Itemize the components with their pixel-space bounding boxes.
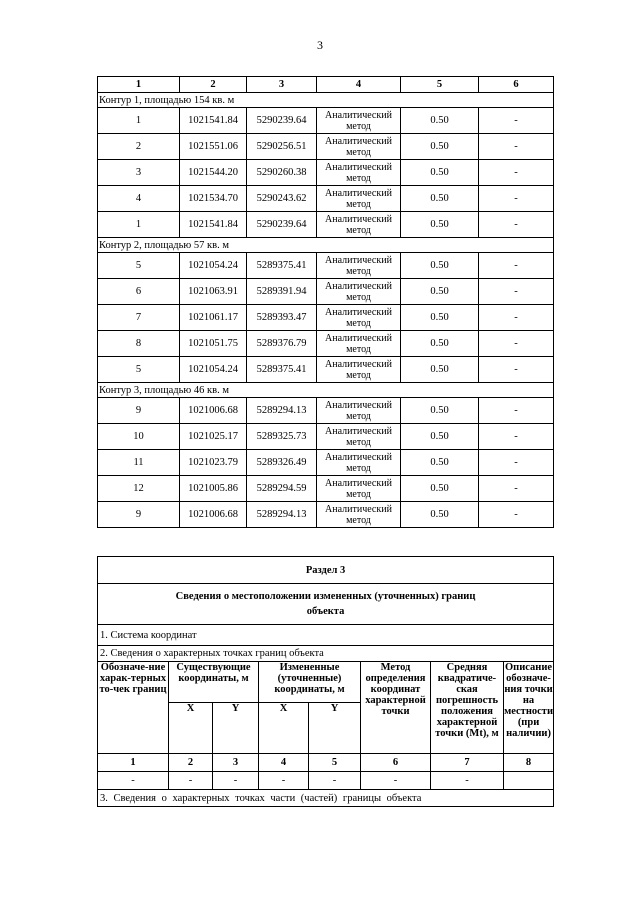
- table-row: [98, 108, 554, 134]
- y-coordinate: 5289393.47: [247, 305, 317, 331]
- description: -: [479, 253, 554, 279]
- y-coordinate: 5289375.41: [247, 253, 317, 279]
- table-row: [98, 331, 554, 357]
- column-header: 1: [98, 77, 180, 93]
- col-number: 5: [309, 754, 361, 772]
- part-boundary-points-label: 3. Сведения о характерных точках части (частей) границы объекта: [98, 790, 554, 807]
- coordinates-table: [97, 76, 554, 528]
- method: Аналитический метод: [317, 305, 401, 331]
- description: -: [479, 212, 554, 238]
- x-coordinate: 1021023.79: [180, 450, 247, 476]
- point-number: 9: [98, 502, 180, 528]
- header-existing-coords: Существующие координаты, м: [169, 662, 259, 703]
- y-coordinate: 5290243.62: [247, 186, 317, 212]
- point-number: 10: [98, 424, 180, 450]
- mt-value: 0.50: [401, 108, 479, 134]
- y-coordinate: 5289294.13: [247, 398, 317, 424]
- coordinate-system-label: 1. Система координат: [98, 625, 554, 646]
- point-number: 3: [98, 160, 180, 186]
- description: -: [479, 160, 554, 186]
- method: Аналитический метод: [317, 331, 401, 357]
- point-number: 4: [98, 186, 180, 212]
- y-coordinate: 5289326.49: [247, 450, 317, 476]
- method: Аналитический метод: [317, 398, 401, 424]
- description: -: [479, 305, 554, 331]
- method: Аналитический метод: [317, 502, 401, 528]
- table-row: [98, 424, 554, 450]
- mt-value: 0.50: [401, 305, 479, 331]
- col-number: 3: [213, 754, 259, 772]
- point-number: 7: [98, 305, 180, 331]
- header-description: Описание обозначе-ния точки на местности (при наличии): [504, 662, 554, 754]
- point-number: 6: [98, 279, 180, 305]
- y-coordinate: 5290260.38: [247, 160, 317, 186]
- y-coordinate: 5290256.51: [247, 134, 317, 160]
- table-row: [98, 305, 554, 331]
- header-changed-coords: Измененные (уточненные) координаты, м: [259, 662, 361, 703]
- description: -: [479, 279, 554, 305]
- header-x-existing: X: [169, 703, 213, 754]
- empty-cell: -: [361, 772, 431, 790]
- table-row: [98, 212, 554, 238]
- empty-cell: -: [431, 772, 504, 790]
- table-row: [98, 160, 554, 186]
- point-number: 12: [98, 476, 180, 502]
- mt-value: 0.50: [401, 253, 479, 279]
- column-header: 5: [401, 77, 479, 93]
- method: Аналитический метод: [317, 134, 401, 160]
- header-y-changed: Y: [309, 703, 361, 754]
- table-row: [98, 186, 554, 212]
- x-coordinate: 1021006.68: [180, 398, 247, 424]
- description: -: [479, 450, 554, 476]
- point-number: 8: [98, 331, 180, 357]
- table-row: [98, 450, 554, 476]
- x-coordinate: 1021061.17: [180, 305, 247, 331]
- method: Аналитический метод: [317, 357, 401, 383]
- table-row: [98, 279, 554, 305]
- mt-value: 0.50: [401, 212, 479, 238]
- col-number: 4: [259, 754, 309, 772]
- mt-value: 0.50: [401, 476, 479, 502]
- section-title: Раздел 3: [98, 557, 554, 584]
- method: Аналитический метод: [317, 279, 401, 305]
- point-number: 5: [98, 253, 180, 279]
- description: -: [479, 424, 554, 450]
- empty-cell: -: [169, 772, 213, 790]
- x-coordinate: 1021005.86: [180, 476, 247, 502]
- x-coordinate: 1021051.75: [180, 331, 247, 357]
- boundary-points-label: 2. Сведения о характерных точках границ объекта: [98, 646, 554, 662]
- header-point-designation: Обозначе-ние харак-терных то-чек границ: [98, 662, 169, 754]
- description: -: [479, 186, 554, 212]
- header-method: Метод определения координат характерной точки: [361, 662, 431, 754]
- x-coordinate: 1021534.70: [180, 186, 247, 212]
- y-coordinate: 5289376.79: [247, 331, 317, 357]
- page-number: 3: [317, 38, 323, 52]
- x-coordinate: 1021025.17: [180, 424, 247, 450]
- point-number: 1: [98, 212, 180, 238]
- table-row: [98, 502, 554, 528]
- description: -: [479, 476, 554, 502]
- empty-cell: -: [309, 772, 361, 790]
- x-coordinate: 1021551.06: [180, 134, 247, 160]
- column-header: 2: [180, 77, 247, 93]
- col-number: 8: [504, 754, 554, 772]
- description: -: [479, 398, 554, 424]
- col-number: 7: [431, 754, 504, 772]
- x-coordinate: 1021541.84: [180, 212, 247, 238]
- mt-value: 0.50: [401, 134, 479, 160]
- table-row: [98, 134, 554, 160]
- x-coordinate: 1021544.20: [180, 160, 247, 186]
- point-number: 9: [98, 398, 180, 424]
- method: Аналитический метод: [317, 212, 401, 238]
- mt-value: 0.50: [401, 279, 479, 305]
- y-coordinate: 5289294.13: [247, 502, 317, 528]
- section3-table: [97, 556, 554, 807]
- mt-value: 0.50: [401, 357, 479, 383]
- header-mt: Средняя квадратиче-ская погрешность положения характерной точки (Mt), м: [431, 662, 504, 754]
- point-number: 2: [98, 134, 180, 160]
- column-header: 4: [317, 77, 401, 93]
- mt-value: 0.50: [401, 424, 479, 450]
- method: Аналитический метод: [317, 108, 401, 134]
- empty-cell: -: [259, 772, 309, 790]
- point-number: 5: [98, 357, 180, 383]
- table-row: [98, 253, 554, 279]
- y-coordinate: 5289294.59: [247, 476, 317, 502]
- mt-value: 0.50: [401, 331, 479, 357]
- empty-cell: -: [213, 772, 259, 790]
- empty-cell: -: [98, 772, 169, 790]
- column-header: 6: [479, 77, 554, 93]
- y-coordinate: 5289391.94: [247, 279, 317, 305]
- contour-label: Контур 3, площадью 46 кв. м: [98, 383, 554, 398]
- x-coordinate: 1021054.24: [180, 357, 247, 383]
- table-row: [98, 398, 554, 424]
- method: Аналитический метод: [317, 160, 401, 186]
- col-number: 6: [361, 754, 431, 772]
- description: -: [479, 108, 554, 134]
- y-coordinate: 5289375.41: [247, 357, 317, 383]
- col-number: 1: [98, 754, 169, 772]
- method: Аналитический метод: [317, 253, 401, 279]
- description: -: [479, 502, 554, 528]
- mt-value: 0.50: [401, 160, 479, 186]
- x-coordinate: 1021541.84: [180, 108, 247, 134]
- col-number: 2: [169, 754, 213, 772]
- description: -: [479, 357, 554, 383]
- method: Аналитический метод: [317, 476, 401, 502]
- description: -: [479, 331, 554, 357]
- contour-label: Контур 1, площадью 154 кв. м: [98, 93, 554, 108]
- header-y-existing: Y: [213, 703, 259, 754]
- mt-value: 0.50: [401, 502, 479, 528]
- header-x-changed: X: [259, 703, 309, 754]
- method: Аналитический метод: [317, 450, 401, 476]
- section-subtitle: Сведения о местоположении измененных (уточненных) границ объекта: [98, 584, 554, 625]
- mt-value: 0.50: [401, 186, 479, 212]
- description: -: [479, 134, 554, 160]
- mt-value: 0.50: [401, 398, 479, 424]
- y-coordinate: 5290239.64: [247, 212, 317, 238]
- column-header: 3: [247, 77, 317, 93]
- x-coordinate: 1021006.68: [180, 502, 247, 528]
- table-row: [98, 476, 554, 502]
- table-row: [98, 357, 554, 383]
- point-number: 11: [98, 450, 180, 476]
- method: Аналитический метод: [317, 424, 401, 450]
- method: Аналитический метод: [317, 186, 401, 212]
- y-coordinate: 5289325.73: [247, 424, 317, 450]
- x-coordinate: 1021063.91: [180, 279, 247, 305]
- y-coordinate: 5290239.64: [247, 108, 317, 134]
- mt-value: 0.50: [401, 450, 479, 476]
- point-number: 1: [98, 108, 180, 134]
- empty-cell: [504, 772, 554, 790]
- contour-label: Контур 2, площадью 57 кв. м: [98, 238, 554, 253]
- x-coordinate: 1021054.24: [180, 253, 247, 279]
